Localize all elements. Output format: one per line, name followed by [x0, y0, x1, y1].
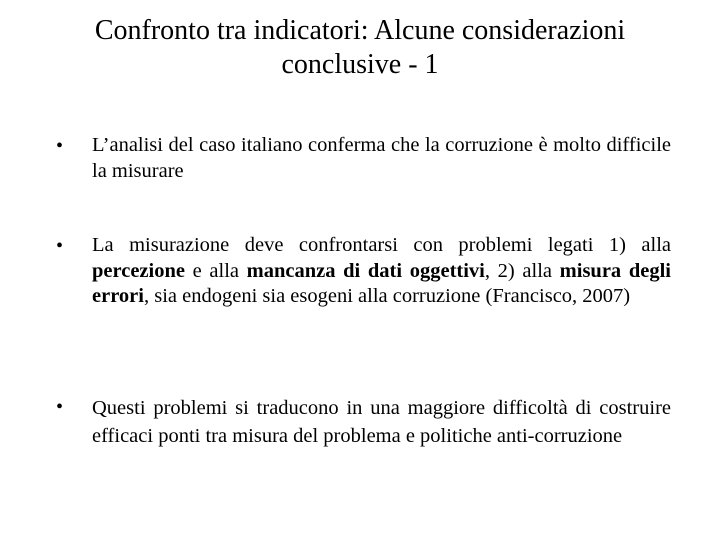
- bullet-2-text-part-4: , sia endogeni sia esogeni alla corruzione (Francisco, 2007): [143, 285, 631, 307]
- bullet-dot-icon: •: [56, 396, 64, 418]
- bullet-text-2: [92, 233, 671, 310]
- bullet-2-bold-mancanza-dati: mancanza di dati oggettivi: [246, 259, 485, 282]
- bullet-2-bold-misura-errori: misura degli errori: [92, 259, 671, 307]
- bullet-2-text-part-3: , 2) alla: [484, 259, 560, 282]
- bullet-2-bold-percezione: percezione: [92, 259, 185, 282]
- bullet-3-text: Questi problemi si traducono in una maggiore difficoltà di costruire efficaci ponti tra misura del problema e politiche anti-corruzione: [92, 397, 671, 447]
- bullet-1-text: L’analisi del caso italiano conferma che la corruzione è molto difficile la misurare: [92, 134, 671, 182]
- slide-title-line-2: conclusive - 1: [281, 49, 439, 80]
- bullet-dot-icon: •: [56, 135, 64, 157]
- slide-title: [20, 14, 700, 82]
- bullet-text-3: [92, 394, 671, 450]
- bullet-dot-icon: •: [56, 235, 64, 257]
- bullet-2-text-part-1: La misurazione deve confrontarsi con problemi legati 1) alla: [92, 234, 671, 256]
- bullet-text-1: [92, 133, 671, 184]
- slide-title-line-1: Confronto tra indicatori: Alcune considerazioni: [94, 15, 626, 46]
- bullet-2-text-part-2: e alla: [184, 259, 247, 282]
